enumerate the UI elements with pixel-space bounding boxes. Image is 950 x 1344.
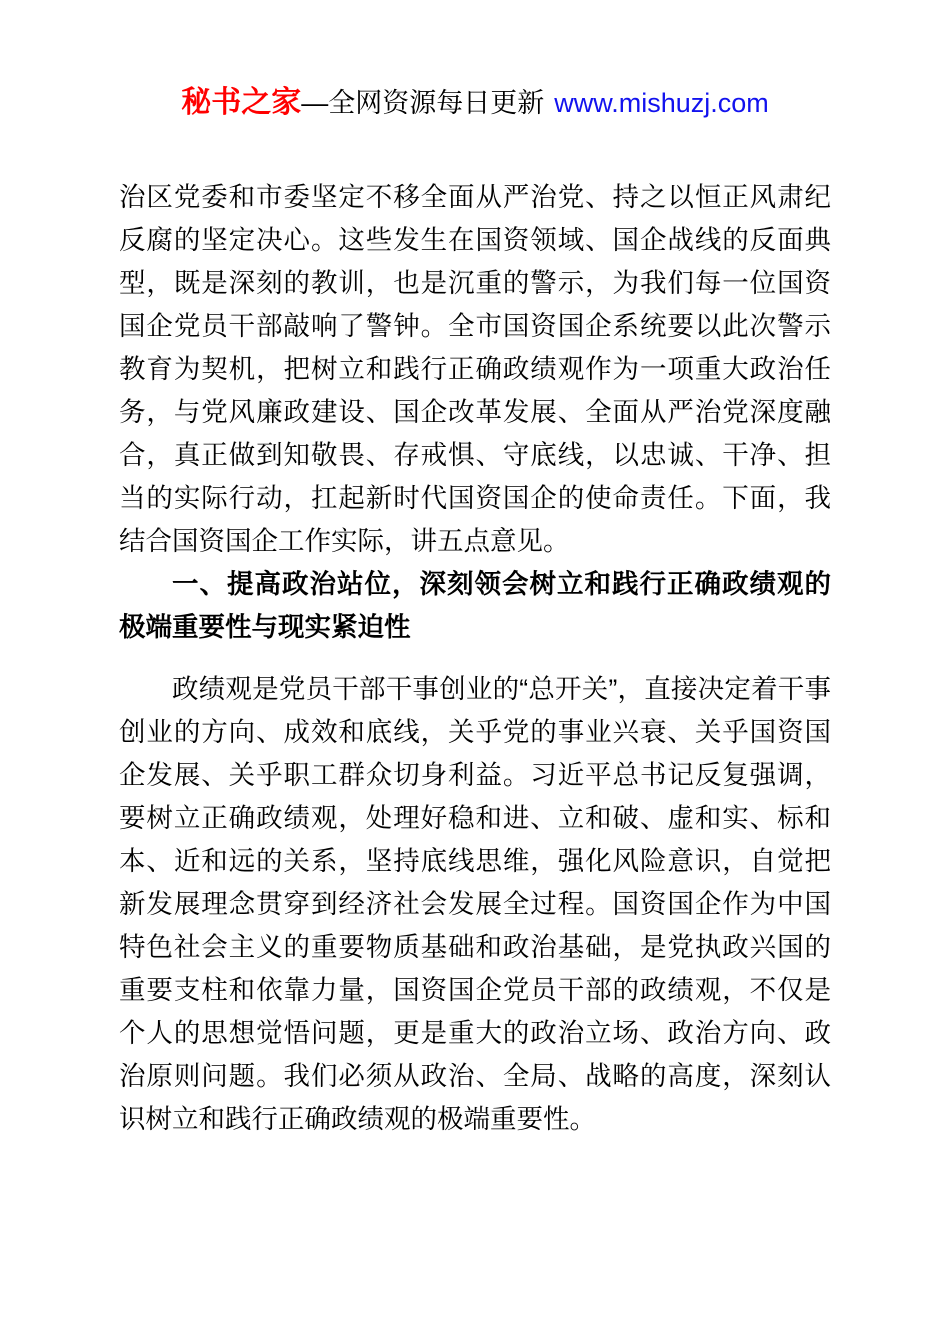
site-name: 秘书之家 xyxy=(181,86,302,119)
site-tagline: —全网资源每日更新 xyxy=(301,88,545,118)
document-body xyxy=(119,176,831,1141)
section-heading-1: 一、提高政治站位，深刻领会树立和践行正确政绩观的极端重要性与现实紧迫性 xyxy=(119,569,831,642)
paragraph-continuation: 治区党委和市委坚定不移全面从严治党、持之以恒正风肃纪反腐的坚定决心。这些发生在国资领域、国企战线的反面典型，既是深刻的教训，也是沉重的警示，为我们每一位国资国企党员干部敲响了警钟。全市国资国企系统要以此次警示教育为契机，把树立和践行正确政绩观作为一项重大政治任务，与党风廉政建设、国企改革发展、全面从严治党深度融合，真正做到知敬畏、存戒惧、守底线，以忠诚、干净、担当的实际行动，扛起新时代国资国企的使命责任。下面，我结合国资国企工作实际，讲五点意见。 xyxy=(119,182,831,556)
site-header xyxy=(0,0,950,118)
site-url-link[interactable]: www.mishuzj.com xyxy=(554,88,769,118)
paragraph-body: 政绩观是党员干部干事创业的“总开关”，直接决定着干事创业的方向、成效和底线，关乎党的事业兴衰、关乎国资国企发展、关乎职工群众切身利益。习近平总书记反复强调，要树立正确政绩观，处理好稳和进、立和破、虚和实、标和本、近和远的关系，坚持底线思维，强化风险意识，自觉把新发展理念贯穿到经济社会发展全过程。国资国企作为中国特色社会主义的重要物质基础和政治基础，是党执政兴国的重要支柱和依靠力量，国资国企党员干部的政绩观，不仅是个人的思想觉悟问题，更是重大的政治立场、政治方向、政治原则问题。我们必须从政治、全局、战略的高度，深刻认识树立和践行正确政绩观的极端重要性。 xyxy=(119,674,831,1134)
